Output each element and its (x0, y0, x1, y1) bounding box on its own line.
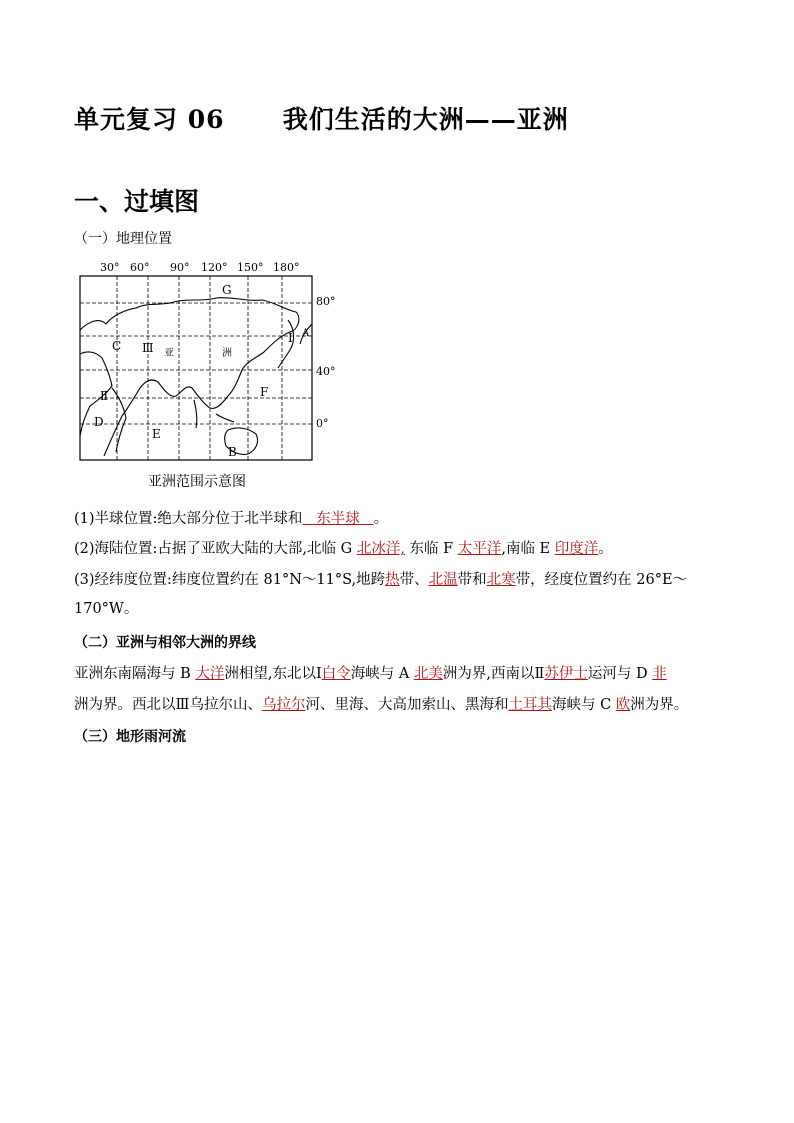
lon-label: 120° (201, 261, 228, 274)
map-label-II: Ⅱ (100, 389, 109, 403)
lon-label: 150° (237, 261, 264, 274)
b1-text: 洲为界,西南以Ⅱ (442, 666, 545, 682)
lat-label: 80° (316, 295, 336, 308)
question-3-line-2: 170°W。 (74, 601, 139, 617)
question-1 (74, 507, 388, 528)
subheading-boundaries: （二）亚洲与相邻大洲的界线 (74, 635, 256, 651)
map-label-F: F (260, 385, 269, 399)
answer-turkish: 土耳其 (508, 697, 552, 713)
b2-text: 洲为界。西北以Ⅲ乌拉尔山、 (74, 697, 262, 713)
answer-ural: 乌拉尔 (261, 697, 306, 713)
b1-text: 洲相望,东北以Ⅰ (224, 666, 322, 682)
b1-text: 亚洲东南隔海与 B (74, 666, 196, 682)
map-label-E: E (152, 427, 161, 441)
answer-indian-ocean: 印度洋 (554, 541, 599, 557)
coastline (80, 298, 312, 456)
page-title: 单元复习 06 我们生活的大洲——亚洲 (74, 105, 569, 134)
map-region-zhou: 洲 (222, 348, 232, 359)
b1-text: 海峡与 A (350, 666, 414, 682)
question-2 (74, 537, 613, 558)
q3-text: 带、 (399, 572, 429, 588)
boundary-line-2 (74, 693, 688, 714)
map-label-C: C (112, 339, 122, 353)
answer-tropical: 热 (385, 572, 400, 588)
q3-text: 带，经度位置约在 26°E～ (515, 572, 688, 588)
question-3 (74, 568, 687, 589)
lon-label: 90° (170, 261, 190, 274)
q1-text: (1)半球位置:绝大部分位于北半球和 (74, 511, 303, 527)
map-region-ya: 亚 (164, 348, 174, 359)
map-label-A: A (302, 328, 310, 339)
q1-suffix: 。 (373, 511, 389, 527)
subheading-terrain-rivers: （三）地形雨河流 (74, 729, 186, 745)
map-label-D: D (94, 415, 104, 429)
subheading-location: （一）地理位置 (74, 231, 172, 247)
answer-bering: 白令 (321, 666, 351, 682)
b2-text: 洲为界。 (630, 697, 689, 713)
answer-pacific-ocean: 太平洋 (457, 541, 502, 557)
b1-text: 运河与 D (587, 666, 653, 682)
boundary-line-1 (74, 662, 667, 683)
lon-label: 30° (100, 261, 120, 274)
map-caption: 亚洲范围示意图 (148, 474, 246, 490)
lon-label: 180° (273, 261, 300, 274)
map-label-B: B (228, 445, 237, 459)
answer-oceania: 大洋 (195, 666, 225, 682)
answer-north-temperate: 北温 (428, 572, 458, 588)
q2-text: (2)海陆位置:占据了亚欧大陆的大部,北临 G (74, 541, 357, 557)
map-label-I: Ⅰ (288, 331, 293, 345)
b2-text: 河、里海、大高加索山、黑海和 (305, 697, 509, 713)
q2-text: 东临 F (404, 541, 458, 557)
q2-text: 。 (598, 541, 613, 557)
asia-range-map (76, 258, 346, 470)
map-label-G: G (222, 283, 232, 297)
answer-east-hemisphere: 东半球 (302, 511, 374, 527)
answer-north-america: 北美 (413, 666, 443, 682)
q3-text: (3)经纬度位置:纬度位置约在 81°N～11°S,地跨 (74, 572, 386, 588)
q2-text: ,南临 E (501, 541, 555, 557)
q3-text: 带和 (457, 572, 487, 588)
section-heading-fill-map: 一、过填图 (74, 187, 200, 216)
lat-label: 40° (316, 365, 336, 378)
answer-arctic-ocean: 北冰洋, (356, 541, 405, 557)
answer-europe: 欧 (615, 697, 631, 713)
answer-north-frigid: 北寒 (486, 572, 516, 588)
lon-label: 60° (130, 261, 150, 274)
map-label-III: Ⅲ (142, 341, 154, 355)
lat-label: 0° (316, 417, 329, 430)
answer-suez: 苏伊士 (544, 666, 588, 682)
b2-text: 海峡与 C (551, 697, 616, 713)
answer-africa: 非 (652, 666, 667, 682)
